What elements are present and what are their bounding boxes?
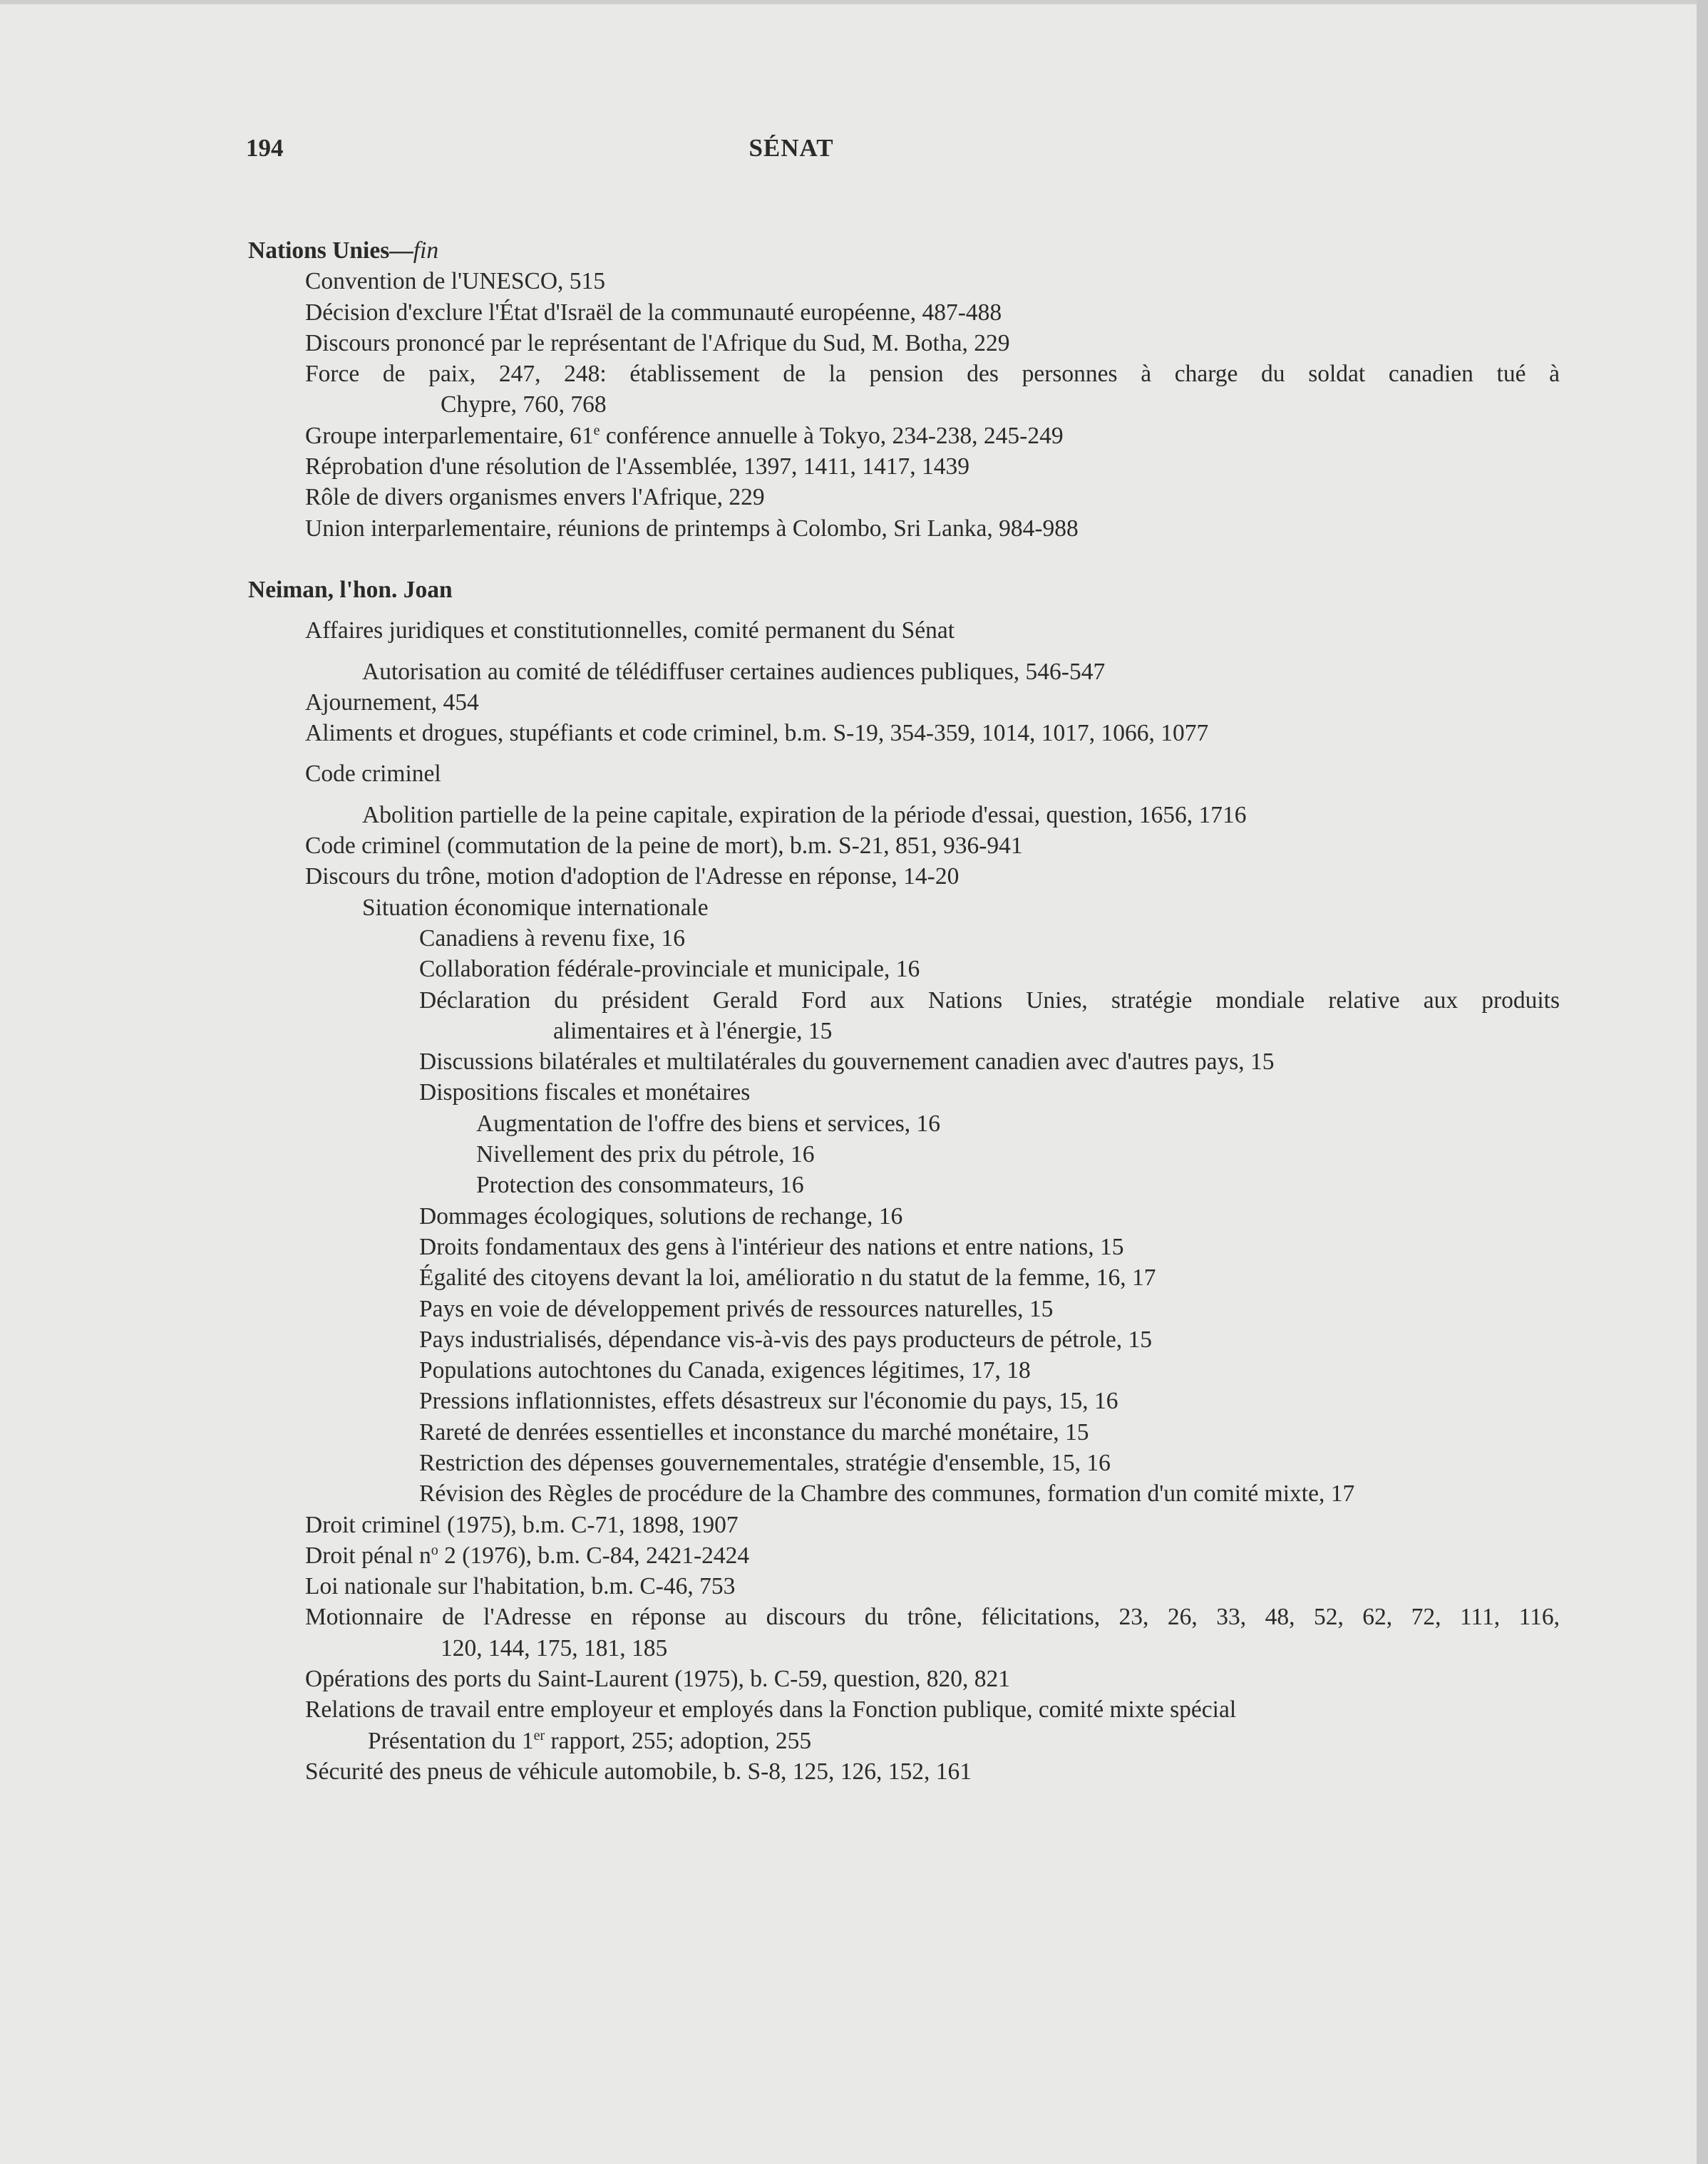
index-heading: Nations Unies—fin: [248, 237, 439, 264]
index-entry: Code criminel (commutation de la peine de mort), b.m. S-21, 851, 936-941: [305, 833, 1023, 860]
index-entry: Rôle de divers organismes envers l'Afrique, 229: [305, 484, 765, 511]
index-subentry: Abolition partielle de la peine capitale, expiration de la période d'essai, question, 1656, 1716: [362, 801, 1247, 828]
index-entry: Sécurité des pneus de véhicule automobile, b. S-8, 125, 126, 152, 161: [305, 1758, 972, 1785]
index-entry: Motionnaire de l'Adresse en réponse au discours du trône, félicitations, 23, 26, 33, 48, 52, 62, 72, 111, 116,: [305, 1604, 1560, 1631]
index-subentry: Pays en voie de développement privés de ressources naturelles, 15: [419, 1295, 1054, 1322]
index-subentry: Pressions inflationnistes, effets désastreux sur l'économie du pays, 15, 16: [419, 1388, 1118, 1415]
index-entry: Code criminel: [305, 761, 441, 788]
index-subentry: Révision des Règles de procédure de la Chambre des communes, formation d'un comité mixte, 17: [419, 1480, 1355, 1508]
page-number: 194: [246, 134, 284, 162]
index-entry-continuation: Chypre, 760, 768: [441, 391, 607, 418]
index-subentry: Restriction des dépenses gouvernementales, stratégie d'ensemble, 15, 16: [419, 1449, 1111, 1476]
index-entry: Discours prononcé par le représentant de l'Afrique du Sud, M. Botha, 229: [305, 329, 1010, 356]
heading-suffix: fin: [413, 237, 439, 264]
index-entries: [248, 235, 1560, 1787]
superscript: o: [431, 1542, 438, 1558]
index-entry: Union interparlementaire, réunions de printemps à Colombo, Sri Lanka, 984-988: [305, 515, 1079, 542]
index-heading: Neiman, l'hon. Joan: [248, 576, 453, 603]
index-subentry: Pays industrialisés, dépendance vis-à-vis des pays producteurs de pétrole, 15: [419, 1326, 1152, 1353]
index-entry: Aliments et drogues, stupéfiants et code criminel, b.m. S-19, 354-359, 1014, 1017, 1066, 1077: [305, 720, 1209, 747]
index-entry: Réprobation d'une résolution de l'Assemblée, 1397, 1411, 1417, 1439: [305, 453, 969, 480]
superscript: e: [593, 422, 600, 438]
index-subentry: Rareté de denrées essentielles et inconstance du marché monétaire, 15: [419, 1418, 1089, 1446]
index-subentry: Collaboration fédérale-provinciale et municipale, 16: [419, 956, 920, 983]
index-entry: Opérations des ports du Saint-Laurent (1975), b. C-59, question, 820, 821: [305, 1666, 1011, 1693]
page-header: [0, 134, 1697, 170]
index-subentry: Augmentation de l'offre des biens et services, 16: [476, 1110, 941, 1137]
index-subentry: Dispositions fiscales et monétaires: [419, 1079, 751, 1106]
index-entry: Convention de l'UNESCO, 515: [305, 268, 606, 295]
index-subentry: Droits fondamentaux des gens à l'intérieur des nations et entre nations, 15: [419, 1233, 1124, 1260]
index-subentry: Autorisation au comité de télédiffuser certaines audiences publiques, 546-547: [362, 658, 1106, 685]
index-subentry: Présentation du 1er rapport, 255; adoption, 255: [368, 1727, 812, 1754]
index-subentry: Déclaration du président Gerald Ford aux Nations Unies, stratégie mondiale relative aux produits: [419, 986, 1560, 1014]
index-entry: Ajournement, 454: [305, 689, 479, 716]
running-title: SÉNAT: [748, 134, 834, 162]
index-entry: Force de paix, 247, 248: établissement de la pension des personnes à charge du soldat canadien tué à: [305, 361, 1560, 388]
index-subentry: Situation économique internationale: [362, 894, 709, 921]
index-entry-continuation: 120, 144, 175, 181, 185: [441, 1634, 668, 1661]
index-entry: Groupe interparlementaire, 61e conférence annuelle à Tokyo, 234-238, 245-249: [305, 422, 1064, 449]
scan-edge: [1697, 0, 1708, 2164]
index-subentry: Discussions bilatérales et multilatérales du gouvernement canadien avec d'autres pays, 15: [419, 1048, 1275, 1076]
index-entry: Affaires juridiques et constitutionnelles, comité permanent du Sénat: [305, 617, 955, 644]
index-subentry: Égalité des citoyens devant la loi, amélioratio n du statut de la femme, 16, 17: [419, 1264, 1156, 1292]
superscript: er: [533, 1727, 545, 1743]
index-subentry: Protection des consommateurs, 16: [476, 1172, 804, 1199]
index-entry: Relations de travail entre employeur et employés dans la Fonction publique, comité mixte spécial: [305, 1696, 1237, 1724]
index-entry: Discours du trône, motion d'adoption de l'Adresse en réponse, 14-20: [305, 863, 960, 890]
index-subentry: Dommages écologiques, solutions de rechange, 16: [419, 1202, 903, 1230]
index-entry: Droit pénal $n^o$ 2 (1976), b.m. C-84, 2421-2424: [305, 1542, 750, 1569]
index-subentry: Canadiens à revenu fixe, 16: [419, 924, 686, 952]
index-entry-continuation: alimentaires et à l'énergie, 15: [553, 1017, 833, 1044]
index-subentry: Populations autochtones du Canada, exigences légitimes, 17, 18: [419, 1357, 1031, 1384]
index-subentry: Nivellement des prix du pétrole, 16: [476, 1141, 815, 1168]
index-entry: Loi nationale sur l'habitation, b.m. C-46, 753: [305, 1573, 736, 1600]
index-entry: Décision d'exclure l'État d'Israël de la communauté européenne, 487-488: [305, 299, 1002, 326]
index-entry: Droit criminel (1975), b.m. C-71, 1898, 1907: [305, 1511, 739, 1538]
